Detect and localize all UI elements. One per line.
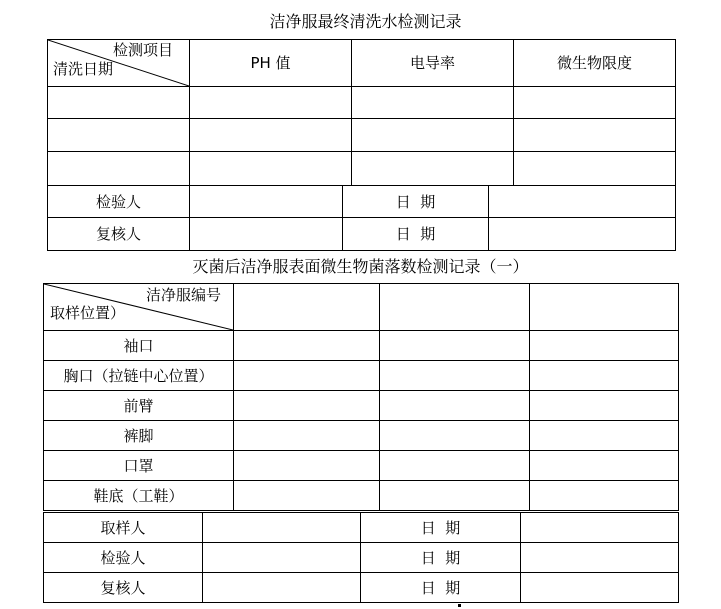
position-label: 裤脚 bbox=[44, 421, 234, 451]
data-cell[interactable] bbox=[352, 119, 514, 152]
column-header: 电导率 bbox=[352, 40, 514, 87]
signer-label: 复核人 bbox=[48, 218, 190, 251]
date-label: 日 期 bbox=[361, 543, 521, 573]
data-cell[interactable] bbox=[530, 451, 679, 481]
corner-bottom-label: 清洗日期 bbox=[53, 60, 114, 78]
date-value-cell[interactable] bbox=[521, 543, 679, 573]
data-cell[interactable] bbox=[380, 421, 530, 451]
microbial-count-sign-table bbox=[43, 512, 679, 603]
data-cell[interactable] bbox=[352, 152, 514, 186]
date-value-cell[interactable] bbox=[521, 513, 679, 543]
data-cell[interactable] bbox=[380, 361, 530, 391]
data-cell[interactable] bbox=[234, 421, 380, 451]
date-cell[interactable] bbox=[48, 152, 190, 186]
position-label: 袖口 bbox=[44, 331, 234, 361]
column-header: PH 值 bbox=[190, 40, 352, 87]
position-label: 口罩 bbox=[44, 451, 234, 481]
date-label: 日 期 bbox=[343, 218, 489, 251]
signer-label: 检验人 bbox=[44, 543, 203, 573]
signer-name-cell[interactable] bbox=[203, 513, 361, 543]
gown-number-cell[interactable] bbox=[380, 284, 530, 331]
data-cell[interactable] bbox=[530, 331, 679, 361]
signer-name-cell[interactable] bbox=[203, 573, 361, 603]
table1-title: 洁净服最终清洗水检测记录 bbox=[269, 12, 462, 31]
signer-label: 检验人 bbox=[48, 186, 190, 218]
data-cell[interactable] bbox=[514, 152, 676, 186]
signer-label: 取样人 bbox=[44, 513, 203, 543]
data-cell[interactable] bbox=[190, 119, 352, 152]
data-cell[interactable] bbox=[514, 87, 676, 119]
date-value-cell[interactable] bbox=[489, 218, 676, 251]
cursor-mark bbox=[458, 604, 461, 607]
data-cell[interactable] bbox=[234, 361, 380, 391]
data-cell[interactable] bbox=[380, 331, 530, 361]
data-cell[interactable] bbox=[190, 87, 352, 119]
date-label: 日 期 bbox=[343, 186, 489, 218]
date-cell[interactable] bbox=[48, 119, 190, 152]
signer-name-cell[interactable] bbox=[203, 543, 361, 573]
signer-name-cell[interactable] bbox=[190, 218, 343, 251]
gown-number-cell[interactable] bbox=[530, 284, 679, 331]
corner-top-label: 洁净服编号 bbox=[145, 286, 221, 304]
data-cell[interactable] bbox=[380, 451, 530, 481]
corner-top-label: 检测项目 bbox=[112, 41, 173, 59]
data-cell[interactable] bbox=[352, 87, 514, 119]
data-cell[interactable] bbox=[514, 119, 676, 152]
date-value-cell[interactable] bbox=[489, 186, 676, 218]
date-label: 日 期 bbox=[361, 513, 521, 543]
diagonal-header-cell bbox=[48, 40, 190, 87]
data-cell[interactable] bbox=[234, 451, 380, 481]
microbial-count-table bbox=[43, 283, 679, 511]
date-value-cell[interactable] bbox=[521, 573, 679, 603]
table2-title: 灭菌后洁净服表面微生物菌落数检测记录（一） bbox=[192, 257, 529, 276]
signer-label: 复核人 bbox=[44, 573, 203, 603]
data-cell[interactable] bbox=[234, 481, 380, 511]
data-cell[interactable] bbox=[190, 152, 352, 186]
cleaning-water-sign-table bbox=[47, 185, 676, 251]
date-label: 日 期 bbox=[361, 573, 521, 603]
data-cell[interactable] bbox=[530, 391, 679, 421]
data-cell[interactable] bbox=[530, 481, 679, 511]
data-cell[interactable] bbox=[234, 331, 380, 361]
gown-number-cell[interactable] bbox=[234, 284, 380, 331]
position-label: 前臂 bbox=[44, 391, 234, 421]
date-cell[interactable] bbox=[48, 87, 190, 119]
position-label: 胸口（拉链中心位置） bbox=[44, 361, 234, 391]
corner-bottom-label: 取样位置） bbox=[50, 304, 126, 322]
data-cell[interactable] bbox=[380, 391, 530, 421]
signer-name-cell[interactable] bbox=[190, 186, 343, 218]
data-cell[interactable] bbox=[530, 361, 679, 391]
data-cell[interactable] bbox=[380, 481, 530, 511]
data-cell[interactable] bbox=[530, 421, 679, 451]
data-cell[interactable] bbox=[234, 391, 380, 421]
diagonal-header-cell bbox=[44, 284, 234, 331]
column-header: 微生物限度 bbox=[514, 40, 676, 87]
position-label: 鞋底（工鞋） bbox=[44, 481, 234, 511]
cleaning-water-table bbox=[47, 39, 676, 186]
